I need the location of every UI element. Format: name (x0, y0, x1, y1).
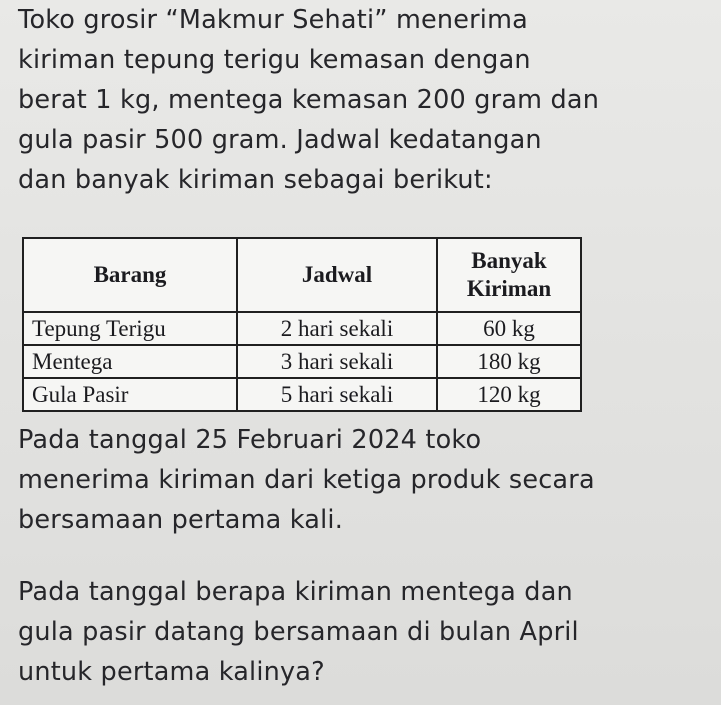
table-row (23, 345, 581, 378)
cell-barang: Mentega (23, 345, 237, 378)
cell-banyak-kiriman: 180 kg (437, 345, 581, 378)
table-row (23, 378, 581, 411)
question-line: Pada tanggal berapa kiriman mentega dan (18, 577, 573, 607)
question-line: gula pasir datang bersamaan di bulan April (18, 617, 579, 647)
question-paragraph (18, 572, 579, 692)
info-line: menerima kiriman dari ketiga produk secara (18, 465, 595, 495)
cell-barang: Tepung Terigu (23, 312, 237, 345)
cell-banyak-kiriman: 120 kg (437, 378, 581, 411)
info-paragraph (18, 420, 595, 540)
intro-paragraph (18, 0, 599, 200)
cell-banyak-kiriman: 60 kg (437, 312, 581, 345)
intro-line: kiriman tepung terigu kemasan dengan (18, 45, 531, 75)
intro-line: dan banyak kiriman sebagai berikut: (18, 165, 493, 195)
info-line: bersamaan pertama kali. (18, 505, 344, 535)
delivery-schedule-table (22, 237, 582, 412)
intro-line: Toko grosir “Makmur Sehati” menerima (18, 5, 528, 35)
table-header-row (23, 238, 581, 312)
intro-line: berat 1 kg, mentega kemasan 200 gram dan (18, 85, 600, 115)
table-row (23, 312, 581, 345)
question-line: untuk pertama kalinya? (18, 657, 325, 687)
info-line: Pada tanggal 25 Februari 2024 toko (18, 425, 482, 455)
intro-line: gula pasir 500 gram. Jadwal kedatangan (18, 125, 542, 155)
header-barang: Barang (23, 238, 237, 312)
cell-jadwal: 5 hari sekali (237, 378, 437, 411)
header-jadwal: Jadwal (237, 238, 437, 312)
cell-jadwal: 3 hari sekali (237, 345, 437, 378)
cell-barang: Gula Pasir (23, 378, 237, 411)
delivery-schedule-table-wrapper (22, 237, 582, 412)
header-banyak-kiriman: Banyak Kiriman (437, 238, 581, 312)
cell-jadwal: 2 hari sekali (237, 312, 437, 345)
